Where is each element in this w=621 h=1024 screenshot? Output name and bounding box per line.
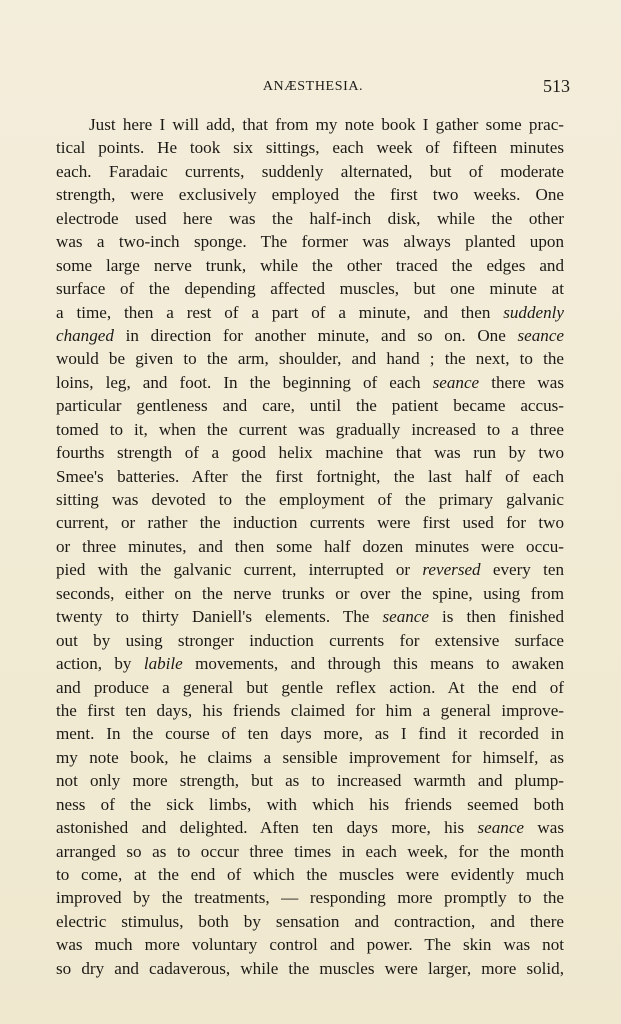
- text-run: fourths strength of a good helix machine that was run by two: [56, 443, 564, 463]
- text-run: a time, then a rest of a part of a minute, and then: [56, 302, 504, 322]
- text-line: [56, 910, 564, 933]
- text-line: [56, 160, 564, 183]
- text-run: so dry and cadaverous, while the muscles were larger, more solid,: [56, 958, 564, 978]
- running-head: ANÆSTHESIA.: [262, 79, 364, 94]
- text-run: Just here I will add, that from my note book I gather some prac-: [89, 115, 564, 134]
- text-line: [56, 558, 564, 581]
- page-number: 513: [543, 76, 570, 96]
- text-run: seconds, either on the nerve trunks or over the spine, using from: [56, 583, 564, 603]
- text-line: [56, 394, 564, 417]
- italic-text: seance: [517, 325, 564, 345]
- text-run: surface of the depending affected muscles, but one minute at: [56, 279, 564, 299]
- text-line: [56, 418, 564, 441]
- text-line: [56, 535, 564, 558]
- italic-text: seance: [382, 607, 429, 627]
- text-run: or three minutes, and then some half dozen minutes were occu-: [56, 536, 564, 556]
- italic-text: seance: [477, 818, 525, 838]
- text-line: [56, 230, 564, 253]
- text-line: [56, 511, 564, 534]
- text-run: not only more strength, but as to increased warmth and plump-: [56, 771, 564, 791]
- text-run: some large nerve trunk, while the other traced the edges and: [56, 255, 564, 275]
- text-line: [56, 347, 564, 370]
- text-run: would be given to the arm, shoulder, and hand ; the next, to the: [56, 349, 564, 369]
- text-run: current, or rather the induction currents were first used for two: [56, 513, 564, 533]
- text-line: [56, 769, 564, 792]
- text-run: was much more voluntary control and power. The skin was not: [56, 935, 564, 955]
- text-run: and produce a general but gentle reflex action. At the end of: [56, 677, 564, 697]
- text-run: is then finished: [428, 607, 564, 627]
- text-run: the first ten days, his friends claimed for him a general improve-: [56, 700, 564, 720]
- italic-text: reversed: [422, 560, 481, 580]
- text-run: electrode used here was the half-inch disk, while the other: [56, 208, 564, 228]
- text-run: movements, and through this means to awaken: [182, 654, 564, 674]
- text-run: ness of the sick limbs, with which his friends seemed both: [56, 794, 564, 814]
- text-line: [56, 722, 564, 745]
- text-run: my note book, he claims a sensible improvement for himself, as: [56, 747, 564, 767]
- text-run: was: [524, 818, 565, 838]
- text-run: in direction for another minute, and so on. One: [113, 325, 518, 345]
- text-line: [56, 605, 564, 628]
- text-line: [56, 277, 564, 300]
- text-line: [56, 254, 564, 277]
- text-line: [56, 793, 564, 816]
- text-run: pied with the galvanic current, interrupted or: [56, 560, 423, 580]
- italic-text: changed: [56, 325, 114, 345]
- text-line: [56, 863, 564, 886]
- text-line: [56, 582, 564, 605]
- text-line: [56, 957, 564, 980]
- text-run: Smee's batteries. After the first fortnight, the last half of each: [56, 466, 564, 486]
- text-run: each. Faradaic currents, suddenly alternated, but of moderate: [56, 161, 564, 181]
- text-line: [56, 699, 564, 722]
- text-line: [56, 324, 564, 347]
- text-line: [56, 183, 564, 206]
- text-run: every ten: [480, 560, 564, 580]
- text-run: arranged so as to occur three times in each week, for the month: [56, 841, 564, 861]
- text-line: [56, 441, 564, 464]
- text-line: [56, 629, 564, 652]
- text-line: [56, 207, 564, 230]
- text-line: [56, 840, 564, 863]
- text-line: [56, 652, 564, 675]
- text-run: out by using stronger induction currents for extensive surface: [56, 630, 564, 650]
- body-paragraph: [56, 113, 564, 980]
- text-run: to come, at the end of which the muscles were evidently much: [56, 865, 564, 884]
- italic-text: suddenly: [503, 302, 564, 322]
- text-line: [56, 886, 564, 909]
- text-line: [56, 113, 564, 136]
- text-run: action, by: [56, 654, 144, 674]
- text-line: [56, 465, 564, 488]
- text-run: tical points. He took six sittings, each week of fifteen minutes: [56, 138, 564, 158]
- text-line: [56, 136, 564, 159]
- text-run: electric stimulus, both by sensation and contraction, and there: [56, 911, 564, 931]
- text-run: was a two-inch sponge. The former was always planted upon: [56, 232, 564, 252]
- text-line: [56, 371, 564, 394]
- text-line: [56, 301, 564, 324]
- text-run: particular gentleness and care, until the patient became accus-: [56, 396, 564, 416]
- text-run: there was: [479, 372, 564, 392]
- text-run: tomed to it, when the current was gradually increased to a three: [56, 419, 564, 439]
- text-run: improved by the treatments, — responding more promptly to the: [56, 888, 564, 908]
- text-line: [56, 676, 564, 699]
- text-run: twenty to thirty Daniell's elements. The: [56, 607, 383, 627]
- text-run: strength, were exclusively employed the first two weeks. One: [56, 185, 564, 205]
- text-run: sitting was devoted to the employment of the primary galvanic: [56, 490, 564, 509]
- page-header: [56, 76, 570, 100]
- italic-text: labile: [143, 654, 183, 674]
- text-run: loins, leg, and foot. In the beginning of each: [56, 372, 433, 392]
- text-run: astonished and delighted. Aften ten days more, his: [56, 818, 478, 838]
- text-line: [56, 488, 564, 511]
- text-run: ment. In the course of ten days more, as I find it recorded in: [56, 724, 564, 744]
- text-line: [56, 816, 564, 839]
- text-line: [56, 933, 564, 956]
- text-line: [56, 746, 564, 769]
- italic-text: seance: [432, 372, 480, 392]
